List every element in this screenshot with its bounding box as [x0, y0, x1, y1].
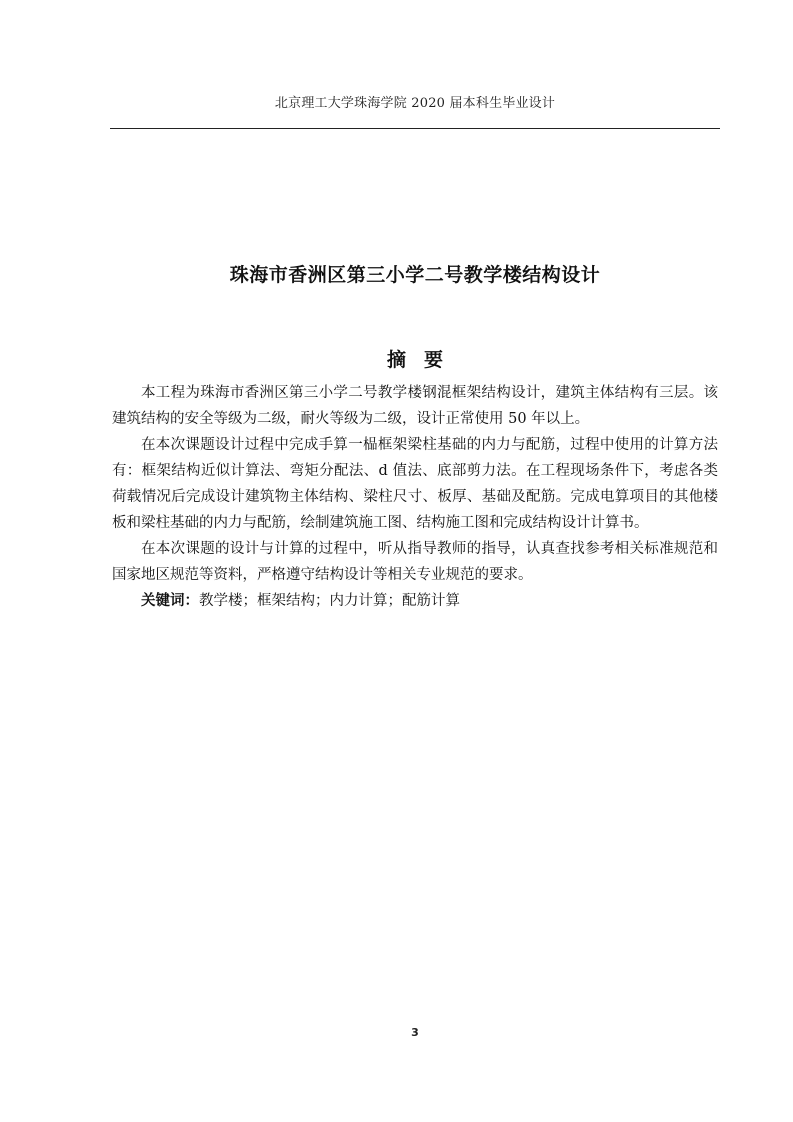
abstract-paragraph: 在本次课题设计过程中完成手算一榀框架梁柱基础的内力与配筋，过程中使用的计算方法有：框架结构近似计算法、弯矩分配法、d 值法、底部剪力法。在工程现场条件下，考虑各类荷载情况后完成设计建筑物主体结构、梁柱尺寸、板厚、基础及配筋。完成电算项目的其他楼板和梁柱基础的内力与配筋，绘制建筑施工图、结构施工图和完成结构设计计算书。 [112, 437, 718, 531]
running-header: 北京理工大学珠海学院 2020 届本科生毕业设计 [274, 96, 556, 111]
keywords-text: 教学楼；框架结构；内力计算；配筋计算 [199, 593, 460, 609]
abstract-paragraph: 本工程为珠海市香洲区第三小学二号教学楼钢混框架结构设计，建筑主体结构有三层。该建筑结构的安全等级为二级，耐火等级为二级，设计正常使用 50 年以上。 [112, 385, 718, 427]
page-number: 3 [411, 1026, 419, 1039]
abstract-heading: 摘要 [386, 349, 461, 371]
document-title: 珠海市香洲区第三小学二号教学楼结构设计 [229, 264, 601, 286]
abstract-body [112, 380, 718, 614]
abstract-paragraph: 在本次课题的设计与计算的过程中，听从指导教师的指导，认真查找参考相关标准规范和国家地区规范等资料，严格遵守结构设计等相关专业规范的要求。 [112, 541, 718, 583]
header-divider [110, 128, 720, 129]
keywords-line [112, 588, 718, 614]
keywords-label: 关键词： [141, 593, 199, 609]
